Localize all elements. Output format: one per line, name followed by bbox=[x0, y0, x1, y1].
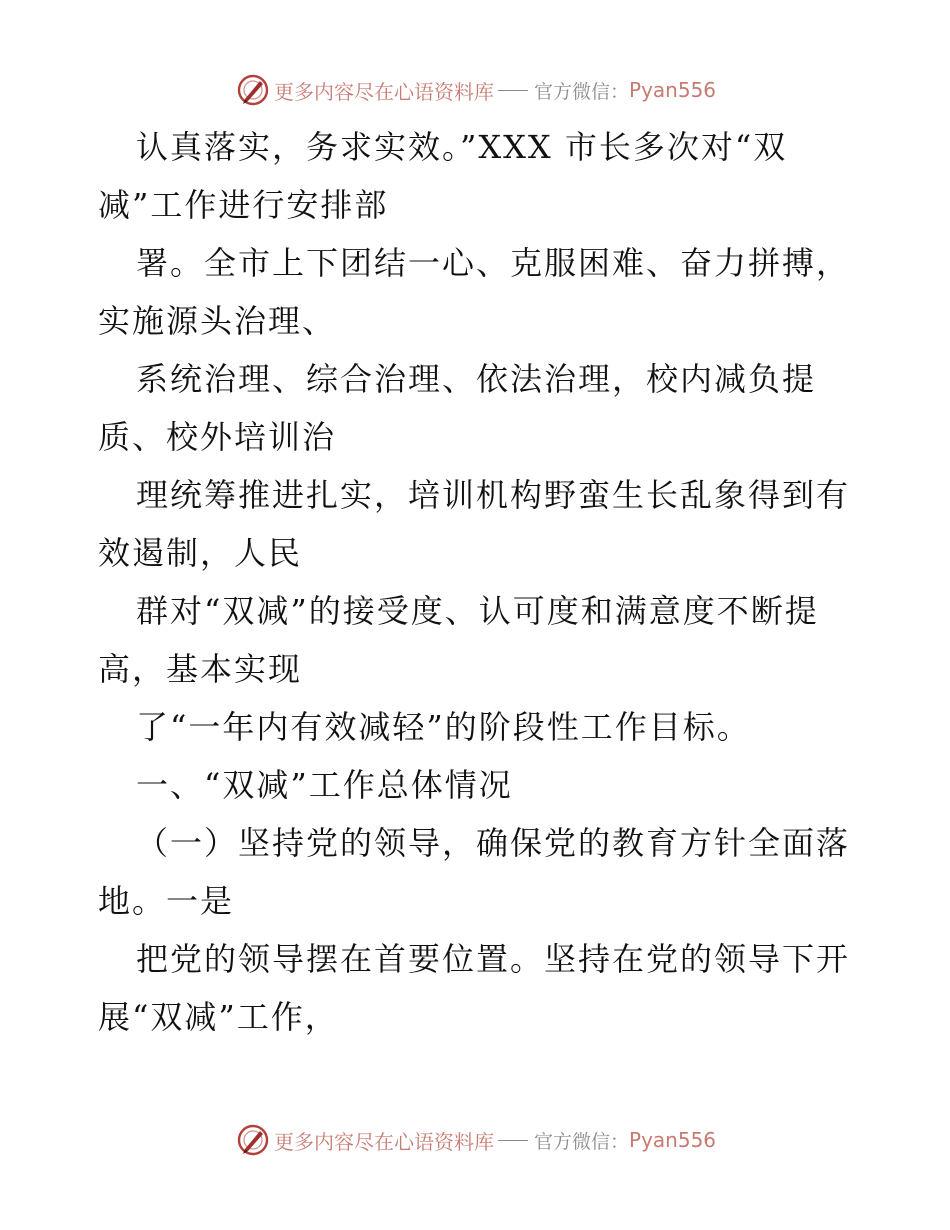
text-line: 展“双减”工作， bbox=[98, 998, 339, 1036]
watermark-official-label: 官方微信： bbox=[534, 1130, 630, 1153]
watermark-wechat-id: Pyan556 bbox=[629, 1128, 717, 1152]
watermark-wechat-id: Pyan556 bbox=[629, 78, 717, 102]
text-line: 群对“双减”的接受度、认可度和满意度不断提 bbox=[136, 592, 819, 630]
footer-watermark bbox=[236, 1122, 716, 1158]
text-line: 高，基本实现 bbox=[98, 650, 303, 688]
pen-logo-icon bbox=[236, 73, 270, 107]
text-line: 效遏制，人民 bbox=[98, 534, 303, 572]
watermark-site-text: 更多内容尽在心语资料库 bbox=[274, 79, 494, 104]
text-line: 质、校外培训治 bbox=[98, 418, 337, 456]
text-line: 了“一年内有效减轻”的阶段性工作目标。 bbox=[136, 708, 751, 746]
watermark-dash bbox=[498, 90, 528, 91]
watermark-official-label: 官方微信： bbox=[534, 80, 630, 103]
text-line: 实施源头治理、 bbox=[98, 302, 337, 340]
text-line: 把党的领导摆在首要位置。坚持在党的领导下开 bbox=[136, 940, 851, 978]
text-line: 理统筹推进扎实，培训机构野蛮生长乱象得到有 bbox=[136, 476, 851, 514]
watermark-site-text: 更多内容尽在心语资料库 bbox=[274, 1129, 494, 1154]
header-watermark bbox=[236, 72, 716, 108]
text-line: 地。一是 bbox=[98, 882, 235, 920]
watermark-dash bbox=[498, 1140, 528, 1141]
text-line: 减”工作进行安排部 bbox=[98, 186, 389, 224]
text-line: （一）坚持党的领导，确保党的教育方针全面落 bbox=[136, 824, 851, 862]
text-line: 署。全市上下团结一心、克服困难、奋力拼搏， bbox=[136, 244, 851, 282]
text-line: 认真落实，务求实效。”XXX 市长多次对“双 bbox=[136, 128, 788, 166]
text-line: 系统治理、综合治理、依法治理，校内减负提 bbox=[136, 360, 817, 398]
pen-logo-icon bbox=[236, 1123, 270, 1157]
section-heading: 一、“双减”工作总体情况 bbox=[136, 766, 513, 804]
document-body bbox=[98, 118, 888, 1046]
